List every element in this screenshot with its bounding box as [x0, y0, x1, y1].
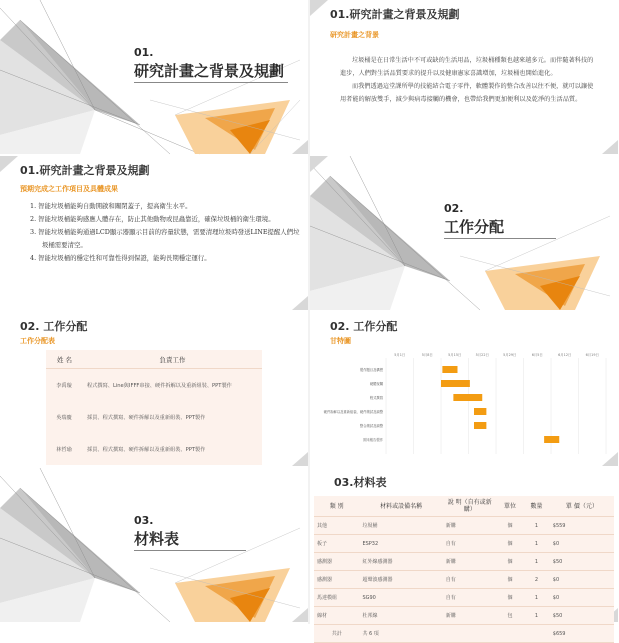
- member-name: 吳瑞慶: [56, 414, 72, 421]
- column-header: 說 明（自有或新購）: [443, 496, 497, 517]
- section-number: 03.: [134, 514, 154, 527]
- gantt-bar: [474, 422, 486, 429]
- slide-subtitle: 工作分配表: [20, 337, 55, 345]
- title-underline: [134, 82, 288, 83]
- column-header: 材料或設備名稱: [359, 496, 442, 517]
- materials-table: [314, 496, 614, 643]
- gantt-week-label: 5月1日: [394, 353, 406, 357]
- gantt-week-label: 6月12日: [558, 353, 572, 357]
- section-title: 工作分配: [444, 218, 505, 236]
- slide-header: 02. 工作分配: [20, 320, 88, 333]
- cell: 個: [497, 553, 524, 571]
- section-number: 01.: [134, 46, 154, 59]
- gantt-bar: [544, 436, 559, 443]
- cell: SG90: [359, 589, 442, 607]
- list-item: 3. 智能垃圾桶能夠通過LCD顯示器顯示目前的容量狀態，需要清理垃圾時發送LINE提醒人們垃圾桶需要清空。: [30, 228, 300, 249]
- page-corner-fold: [602, 140, 618, 154]
- gantt-week-label: 5月15日: [448, 353, 462, 357]
- slide-cover-01[interactable]: [0, 0, 308, 154]
- page-corner-fold: [310, 156, 328, 172]
- total-count: 共 6 項: [359, 625, 442, 643]
- cell: 1: [523, 589, 550, 607]
- table-row: [46, 433, 262, 465]
- section-number: 02.: [444, 202, 464, 215]
- cell: $50: [550, 553, 614, 571]
- gantt-bar: [442, 366, 457, 373]
- gantt-task-label: 期末報告製作: [363, 438, 383, 442]
- gantt-bar: [474, 408, 486, 415]
- cell: $0: [550, 571, 614, 589]
- title-underline: [444, 238, 556, 239]
- cell: 1: [523, 517, 550, 535]
- cell: 個: [497, 517, 524, 535]
- slide-cover-03[interactable]: [0, 468, 308, 622]
- member-task: 採買、程式撰寫、硬件拆解以及重新組裝、PPT製作: [87, 446, 206, 453]
- background-text: [340, 54, 598, 106]
- cell: 杜邦線: [359, 607, 442, 625]
- cell: 1: [523, 607, 550, 625]
- table-row: [314, 571, 614, 589]
- slide-subtitle: 研究計畫之背景: [330, 31, 379, 39]
- cell: 新購: [443, 517, 497, 535]
- total-amount: $659: [550, 625, 614, 643]
- table-row: [314, 553, 614, 571]
- member-task: 程式撰寫、Line與IFFF串接、硬件拆解以及重新組裝、PPT製作: [87, 382, 232, 389]
- gantt-week-label: 5月8日: [421, 353, 433, 357]
- cell: 自有: [443, 571, 497, 589]
- slide-header: 02. 工作分配: [330, 320, 398, 333]
- cell: 新購: [443, 607, 497, 625]
- column-header: 姓 名: [46, 350, 83, 369]
- slide-expected-results[interactable]: [0, 156, 308, 310]
- column-header: 類 別: [314, 496, 359, 517]
- title-underline: [134, 550, 246, 551]
- total-row: [314, 625, 614, 643]
- total-label: 共計: [314, 625, 359, 643]
- cell: 板子: [314, 535, 359, 553]
- slide-header: 01.研究計畫之背景及規劃: [330, 8, 460, 21]
- slide-cover-02[interactable]: [310, 156, 618, 310]
- paragraph: 而我們透過這堂課所學的技能結合電子零件，軟體製作的整合改善以往不便，就可以讓使用者能的解放雙手，減少與病毒接觸的機會，也帶給我們更加便利以及乾淨的生活品質。: [340, 83, 594, 103]
- cell: 1: [523, 553, 550, 571]
- gantt-chart: [310, 350, 618, 462]
- cell: 包: [497, 607, 524, 625]
- list-item: 2. 智能垃圾桶能夠感應人體存在，防止其他動物或昆蟲靠近，確保垃圾桶的衛生環境。: [30, 215, 275, 223]
- slide-header: 01.研究計畫之背景及規劃: [20, 164, 150, 177]
- gantt-task-label: 硬體採購: [369, 382, 383, 386]
- slide-gantt[interactable]: [310, 312, 618, 466]
- slide-subtitle: 甘特圖: [330, 337, 351, 345]
- cell: 2: [523, 571, 550, 589]
- cell: ESP32: [359, 535, 442, 553]
- page-corner-fold: [292, 140, 308, 154]
- cell: 感測器: [314, 553, 359, 571]
- gantt-week-label: 6月5日: [531, 353, 543, 357]
- cell: 1: [523, 535, 550, 553]
- slide-work-table[interactable]: [0, 312, 308, 466]
- table-row: [314, 517, 614, 535]
- gantt-week-label: 5月29日: [503, 353, 517, 357]
- gantt-week-label: 5月22日: [475, 353, 489, 357]
- cell: 自有: [443, 535, 497, 553]
- slide-background[interactable]: [310, 0, 618, 154]
- cell: $0: [550, 535, 614, 553]
- cell: 感測器: [314, 571, 359, 589]
- column-header: 數量: [523, 496, 550, 517]
- paragraph: 垃圾桶是在日常生活中不可或缺的生活用品，垃圾桶種類也越來越多元。而伴隨著科技的進步，人們對生活品質要求的提升以及健康憲家喜識增加，垃圾桶也開始進化。: [340, 57, 594, 77]
- cell: 紅外線感測器: [359, 553, 442, 571]
- table-row: [314, 589, 614, 607]
- page-corner-fold: [310, 0, 328, 16]
- gantt-bar: [441, 380, 470, 387]
- cell: $50: [550, 607, 614, 625]
- column-header: 單 價（元）: [550, 496, 614, 517]
- page-corner-fold: [0, 156, 18, 172]
- table-row: [314, 535, 614, 553]
- cell: 垃圾桶: [359, 517, 442, 535]
- gantt-week-label: 6月19日: [585, 353, 599, 357]
- gantt-task-label: 製作題目及構想: [359, 368, 383, 372]
- page-corner-fold: [292, 296, 308, 310]
- cell: $0: [550, 589, 614, 607]
- slide-materials[interactable]: [310, 468, 618, 637]
- member-name: 林哲瑜: [56, 446, 72, 453]
- table-row: [46, 401, 262, 433]
- results-list: [30, 200, 300, 265]
- cell: 馬達模組: [314, 589, 359, 607]
- cell: $559: [550, 517, 614, 535]
- work-assignment-table: [46, 350, 262, 465]
- slide-subtitle: 預期完成之工作項目及具體成果: [20, 185, 118, 193]
- slide-header: 03.材料表: [334, 476, 387, 489]
- cell: 新購: [443, 553, 497, 571]
- member-task: 採買、程式撰寫、硬件拆解以及重新組裝、PPT製作: [87, 414, 206, 421]
- page-corner-fold: [292, 608, 308, 622]
- cell: 線材: [314, 607, 359, 625]
- list-item: 1. 智能垃圾桶能夠自動開啟和關閉蓋子，提高衛生水平。: [30, 202, 192, 210]
- cell: 個: [497, 571, 524, 589]
- gantt-task-label: 整合測試及調整: [359, 424, 383, 428]
- list-item: 4. 智能垃圾桶的穩定性和可靠性得到保證，能夠長期穩定運行。: [30, 254, 211, 262]
- member-name: 李禹璇: [56, 382, 72, 389]
- cell: 自有: [443, 589, 497, 607]
- column-header: 負責工作: [83, 350, 262, 369]
- column-header: 單位: [497, 496, 524, 517]
- gantt-task-label: 程式撰寫: [369, 396, 383, 400]
- table-row: [314, 607, 614, 625]
- section-title: 研究計畫之背景及規劃: [134, 62, 285, 80]
- cell: 超聲波感測器: [359, 571, 442, 589]
- page-corner-fold: [292, 452, 308, 466]
- gantt-bar: [453, 394, 482, 401]
- cell: 個: [497, 589, 524, 607]
- cell: 個: [497, 535, 524, 553]
- cell: 其他: [314, 517, 359, 535]
- table-row: [46, 369, 262, 402]
- section-title: 材料表: [134, 530, 180, 548]
- gantt-task-label: 硬件拆解以及重新組裝、硬件測試及調整: [323, 410, 383, 414]
